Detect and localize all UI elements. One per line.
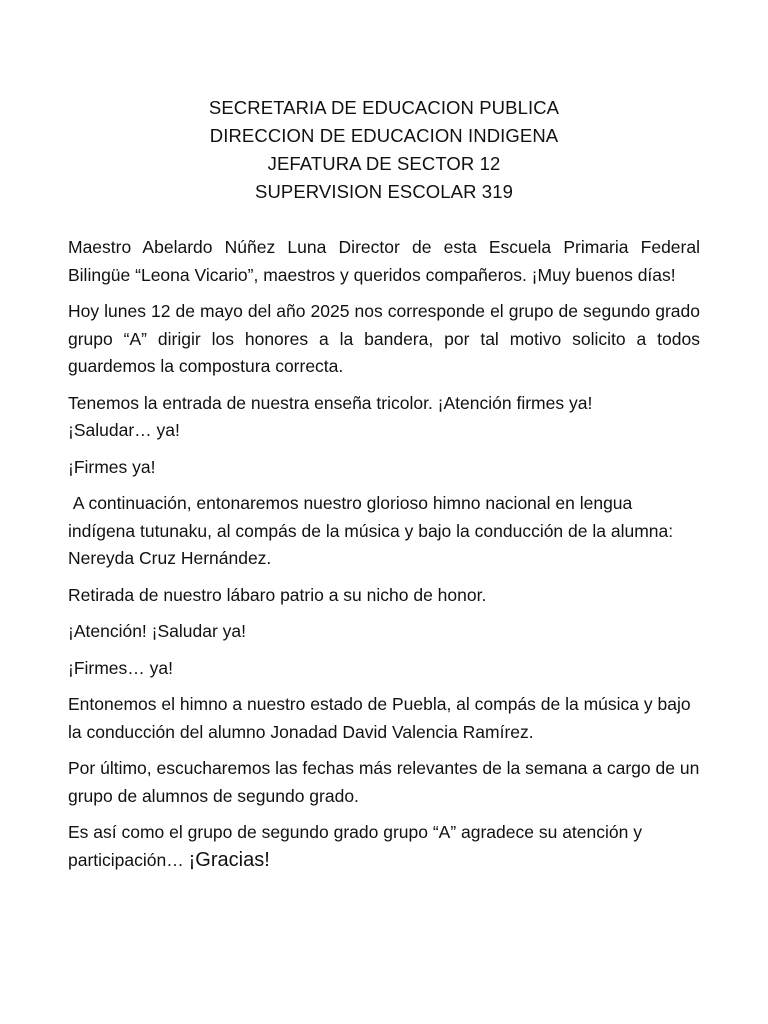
closing-thanks: ¡Gracias!: [188, 848, 270, 871]
paragraph-flag-entrance: [68, 390, 700, 445]
paragraph-attention-salute: ¡Atención! ¡Saludar ya!: [68, 621, 247, 641]
paragraph-introduction: Hoy lunes 12 de mayo del año 2025 nos corresponde el grupo de segundo grado grupo “A” dirigir los honores a la bandera, por tal motivo solicito a todos guardemos la compostura correcta.: [68, 301, 700, 376]
paragraph-firmes-2: ¡Firmes… ya!: [68, 657, 173, 678]
header-line-jefatura: JEFATURA DE SECTOR 12: [267, 153, 501, 174]
paragraph-relevant-dates: Por último, escucharemos las fechas más relevantes de la semana a cargo de un grupo de alumnos de segundo grado.: [68, 758, 700, 806]
salute-line: ¡Saludar… ya!: [68, 420, 180, 440]
paragraph-firmes: ¡Firmes ya!: [68, 456, 156, 477]
closing-text: Es así como el grupo de segundo grado grupo “A” agradece su atención y participación…: [68, 822, 642, 870]
paragraph-national-anthem: A continuación, entonaremos nuestro glorioso himno nacional en lengua indígena tutunaku, al compás de la música y bajo la conducción de la alumna: Nereyda Cruz Hernández.: [68, 493, 678, 568]
header-line-supervision: SUPERVISION ESCOLAR 319: [255, 181, 513, 202]
paragraph-greeting: Maestro Abelardo Núñez Luna Director de esta Escuela Primaria Federal Bilingüe “Leona Vicario”, maestros y queridos compañeros. ¡Muy buenos días!: [68, 237, 700, 285]
flag-entrance-line: Tenemos la entrada de nuestra enseña tricolor. ¡Atención firmes ya!: [68, 392, 593, 413]
document-body: [68, 234, 700, 883]
paragraph-closing: [68, 819, 700, 874]
header-line-secretaria: SECRETARIA DE EDUCACION PUBLICA: [208, 97, 560, 118]
paragraph-state-anthem: Entonemos el himno a nuestro estado de Puebla, al compás de la música y bajo la conducción del alumno Jonadad David Valencia Ramírez.: [68, 694, 691, 742]
paragraph-flag-retirement: Retirada de nuestro lábaro patrio a su nicho de honor.: [68, 584, 487, 605]
header-line-direccion: DIRECCION DE EDUCACION INDIGENA: [209, 125, 559, 146]
document-header: [0, 94, 768, 206]
